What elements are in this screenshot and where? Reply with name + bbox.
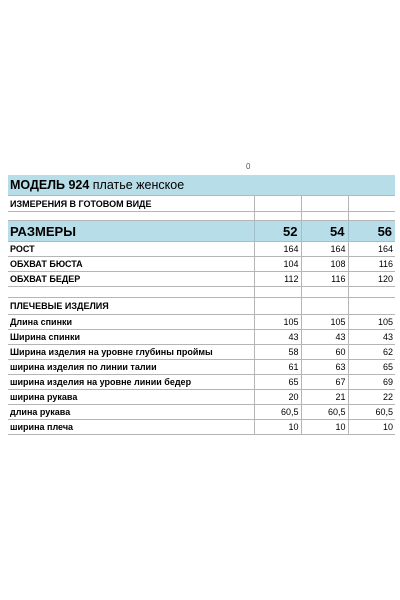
title-row bbox=[8, 175, 395, 196]
row-label: РОСТ bbox=[8, 242, 254, 257]
blank-cell bbox=[348, 196, 395, 212]
size-header-56: 56 bbox=[348, 221, 395, 242]
section-row bbox=[8, 298, 395, 315]
cell-value: 120 bbox=[348, 272, 395, 287]
cell-value: 10 bbox=[254, 420, 301, 435]
sizes-header-row bbox=[8, 221, 395, 242]
sizes-label: РАЗМЕРЫ bbox=[8, 221, 254, 242]
row-label: Ширина изделия на уровне глубины проймы bbox=[8, 345, 254, 360]
row-label: Длина спинки bbox=[8, 315, 254, 330]
cell-value: 116 bbox=[301, 272, 348, 287]
cell-value: 116 bbox=[348, 257, 395, 272]
row-label: ширина изделия по линии талии bbox=[8, 360, 254, 375]
section-title: ПЛЕЧЕВЫЕ ИЗДЕЛИЯ bbox=[8, 298, 254, 315]
cell-value: 105 bbox=[348, 315, 395, 330]
blank-cell bbox=[301, 287, 348, 298]
cell-value: 21 bbox=[301, 390, 348, 405]
cell-value: 60,5 bbox=[254, 405, 301, 420]
cell-value: 60 bbox=[301, 345, 348, 360]
spacer-row bbox=[8, 212, 395, 221]
blank-cell bbox=[301, 298, 348, 315]
row-label: ширина плеча bbox=[8, 420, 254, 435]
cell-value: 60,5 bbox=[301, 405, 348, 420]
blank-cell bbox=[348, 287, 395, 298]
blank-cell bbox=[254, 212, 301, 221]
table-row bbox=[8, 345, 395, 360]
cell-value: 61 bbox=[254, 360, 301, 375]
row-label: длина рукава bbox=[8, 405, 254, 420]
cell-value: 63 bbox=[301, 360, 348, 375]
blank-cell bbox=[8, 212, 254, 221]
blank-cell bbox=[8, 287, 254, 298]
cell-value: 105 bbox=[254, 315, 301, 330]
cell-value: 62 bbox=[348, 345, 395, 360]
cell-value: 112 bbox=[254, 272, 301, 287]
cell-value: 58 bbox=[254, 345, 301, 360]
blank-cell bbox=[301, 196, 348, 212]
cell-value: 65 bbox=[254, 375, 301, 390]
blank-cell bbox=[254, 196, 301, 212]
cell-value: 164 bbox=[301, 242, 348, 257]
cell-value: 43 bbox=[254, 330, 301, 345]
table-row bbox=[8, 315, 395, 330]
blank-cell bbox=[301, 212, 348, 221]
blank-cell bbox=[348, 212, 395, 221]
table-row bbox=[8, 375, 395, 390]
row-label: ширина рукава bbox=[8, 390, 254, 405]
cell-value: 69 bbox=[348, 375, 395, 390]
spacer-row bbox=[8, 287, 395, 298]
size-chart-table bbox=[8, 175, 395, 435]
row-label: Ширина спинки bbox=[8, 330, 254, 345]
table-row bbox=[8, 360, 395, 375]
table-row bbox=[8, 390, 395, 405]
cell-value: 60,5 bbox=[348, 405, 395, 420]
table-row bbox=[8, 272, 395, 287]
table-row bbox=[8, 257, 395, 272]
cell-value: 10 bbox=[301, 420, 348, 435]
cell-value: 22 bbox=[348, 390, 395, 405]
table-row bbox=[8, 405, 395, 420]
cell-value: 43 bbox=[301, 330, 348, 345]
size-header-52: 52 bbox=[254, 221, 301, 242]
subtitle-row bbox=[8, 196, 395, 212]
table-row bbox=[8, 420, 395, 435]
model-number: МОДЕЛЬ 924 bbox=[10, 178, 90, 192]
cell-value: 67 bbox=[301, 375, 348, 390]
cell-value: 65 bbox=[348, 360, 395, 375]
blank-cell bbox=[254, 298, 301, 315]
stray-mark: 0 bbox=[246, 162, 251, 171]
size-header-54: 54 bbox=[301, 221, 348, 242]
blank-cell bbox=[348, 298, 395, 315]
cell-value: 43 bbox=[348, 330, 395, 345]
table-row bbox=[8, 330, 395, 345]
cell-value: 164 bbox=[254, 242, 301, 257]
cell-value: 20 bbox=[254, 390, 301, 405]
table-row bbox=[8, 242, 395, 257]
cell-value: 105 bbox=[301, 315, 348, 330]
blank-cell bbox=[254, 287, 301, 298]
row-label: ОБХВАТ БЕДЕР bbox=[8, 272, 254, 287]
subtitle: ИЗМЕРЕНИЯ В ГОТОВОМ ВИДЕ bbox=[8, 196, 254, 212]
row-label: ширина изделия на уровне линии бедер bbox=[8, 375, 254, 390]
model-title bbox=[8, 175, 395, 196]
cell-value: 108 bbox=[301, 257, 348, 272]
model-description: платье женское bbox=[92, 178, 185, 192]
cell-value: 104 bbox=[254, 257, 301, 272]
row-label: ОБХВАТ БЮСТА bbox=[8, 257, 254, 272]
cell-value: 164 bbox=[348, 242, 395, 257]
cell-value: 10 bbox=[348, 420, 395, 435]
